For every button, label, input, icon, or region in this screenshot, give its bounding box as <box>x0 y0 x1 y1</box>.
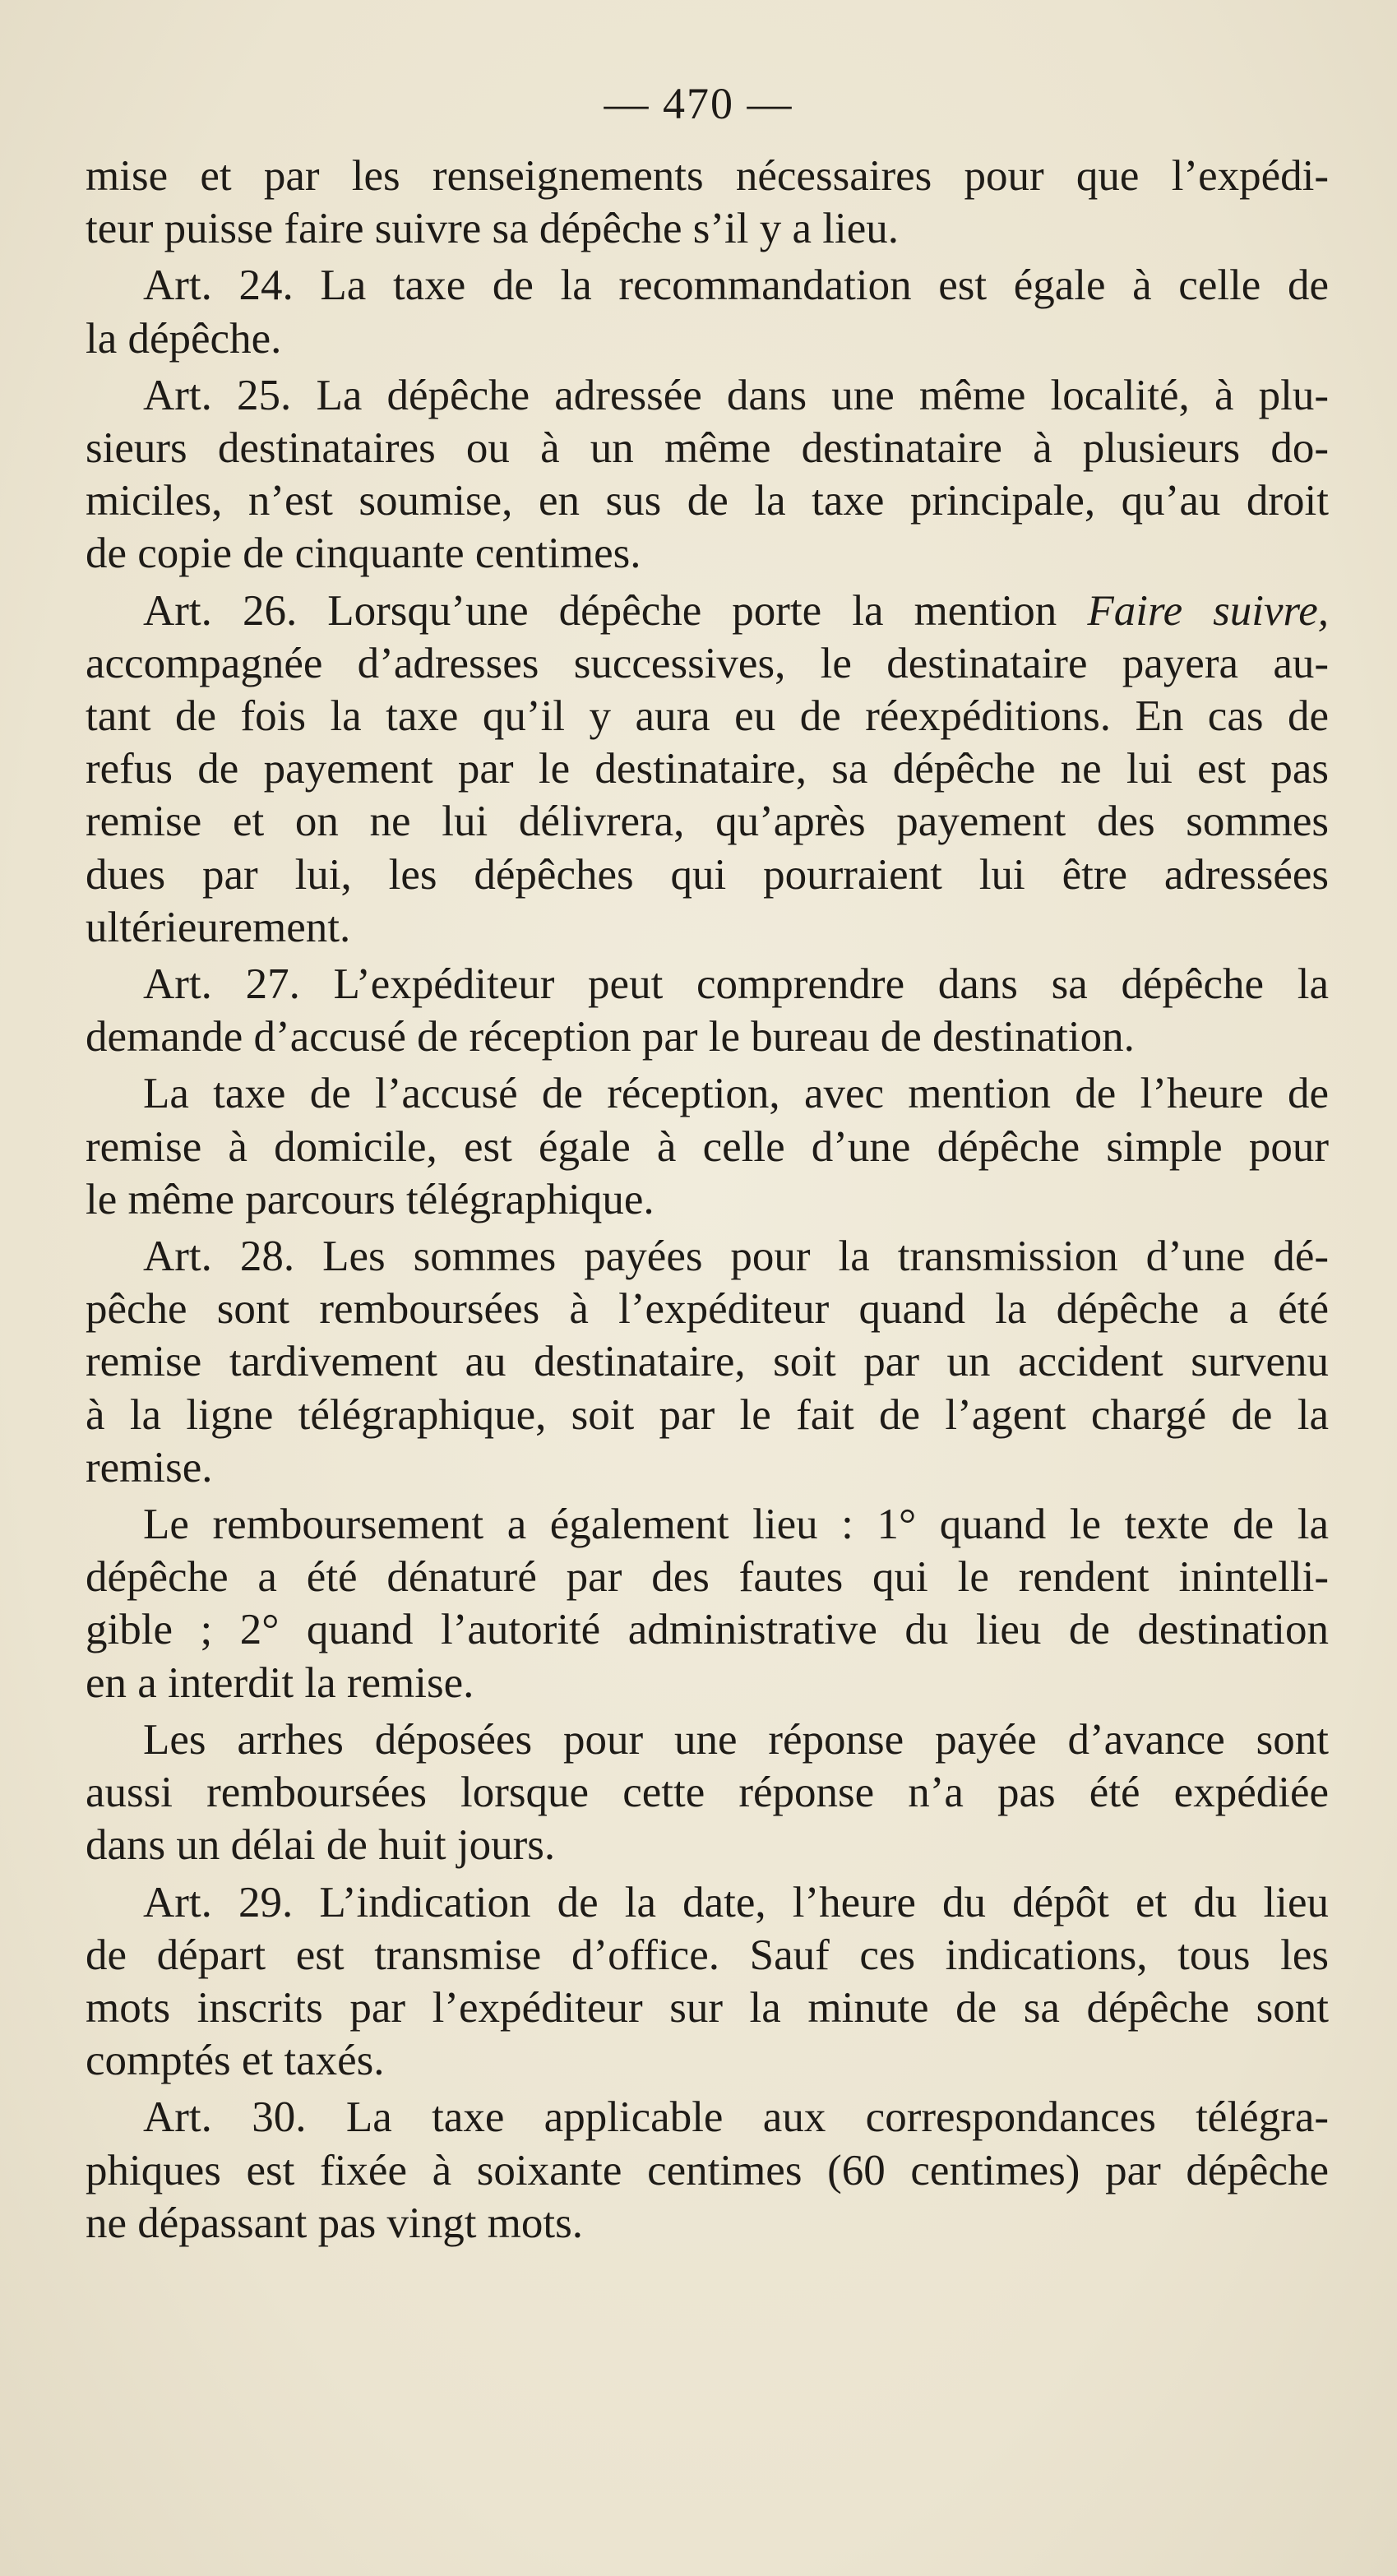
text-line: demande d’accusé de réception par le bureau de destination. <box>86 1013 1135 1061</box>
text-line: La taxe de l’accusé de réception, avec mention de l’heure de <box>143 1070 1329 1118</box>
text-line: accompagnée d’adresses successives, le destinataire payera au- <box>86 639 1329 687</box>
italic-mention: Faire suivre, <box>1087 586 1329 635</box>
text-line: aussi remboursées lorsque cette réponse n’a pas été expédiée <box>86 1769 1329 1817</box>
text-run: Art. 26. Lorsqu’une dépêche porte la mention <box>143 586 1088 635</box>
text-line: Art. 25. La dépêche adressée dans une même localité, à plu- <box>143 371 1329 419</box>
text-line: Art. 30. La taxe applicable aux correspondances télégra- <box>143 2093 1329 2142</box>
text-line: dans un délai de huit jours. <box>86 1821 556 1870</box>
paragraph-accuse-reception <box>86 1067 1329 1226</box>
text-line: Les arrhes déposées pour une réponse payée d’avance sont <box>143 1715 1329 1764</box>
paragraph-continuation <box>86 150 1329 255</box>
text-line: en a interdit la remise. <box>86 1658 474 1707</box>
text-line: mise et par les renseignements nécessaires pour que l’expédi- <box>86 152 1329 200</box>
text-line: le même parcours télégraphique. <box>86 1175 655 1223</box>
text-line: teur puisse faire suivre sa dépêche s’il y a lieu. <box>86 205 899 253</box>
paragraph-remboursement <box>86 1498 1329 1709</box>
text-line: ultérieurement. <box>86 903 351 951</box>
text-line: sieurs destinataires ou à un même destinataire à plusieurs do- <box>86 424 1329 473</box>
text-line-with-italic <box>86 585 1329 637</box>
text-line: dépêche a été dénaturé par des fautes qui le rendent inintelli- <box>86 1553 1329 1602</box>
text-line: gible ; 2° quand l’autorité administrative du lieu de destination <box>86 1606 1329 1654</box>
text-line: remise. <box>86 1443 213 1491</box>
text-line: de départ est transmise d’office. Sauf ces indications, tous les <box>86 1931 1329 1979</box>
paragraph-article-27 <box>86 958 1329 1063</box>
text-line: ne dépassant pas vingt mots. <box>86 2199 583 2247</box>
text-line: de copie de cinquante centimes. <box>86 530 641 578</box>
text-line: Art. 28. Les sommes payées pour la transmission d’une dé- <box>143 1233 1329 1281</box>
text-line: dues par lui, les dépêches qui pourraient lui être adressées <box>86 850 1329 899</box>
text-line: mots inscrits par l’expéditeur sur la minute de sa dépêche sont <box>86 1983 1329 2032</box>
paragraph-article-30 <box>86 2091 1329 2250</box>
text-line: refus de payement par le destinataire, sa dépêche ne lui est pas <box>86 745 1329 793</box>
text-line: Art. 29. L’indication de la date, l’heure du dépôt et du lieu <box>143 1878 1329 1926</box>
paragraph-arrhes <box>86 1713 1329 1872</box>
text-line: Art. 24. La taxe de la recommandation est égale à celle de <box>143 261 1329 310</box>
text-line: miciles, n’est soumise, en sus de la taxe principale, qu’au droit <box>86 477 1329 525</box>
text-line: la dépêche. <box>86 314 282 363</box>
paragraph-article-28 <box>86 1230 1329 1494</box>
paragraph-article-24 <box>86 259 1329 364</box>
text-line: pêche sont remboursées à l’expéditeur quand la dépêche a été <box>86 1285 1329 1334</box>
text-line: Le remboursement a également lieu : 1° quand le texte de la <box>143 1501 1329 1549</box>
paragraph-article-29 <box>86 1876 1329 2088</box>
text-line: remise et on ne lui délivrera, qu’après payement des sommes <box>86 798 1329 846</box>
paragraph-article-26 <box>86 585 1329 954</box>
paragraph-article-25 <box>86 369 1329 580</box>
text-line: remise tardivement au destinataire, soit par un accident survenu <box>86 1338 1329 1386</box>
text-line: remise à domicile, est égale à celle d’une dépêche simple pour <box>86 1122 1329 1171</box>
text-line: comptés et taxés. <box>86 2037 385 2085</box>
text-line: tant de fois la taxe qu’il y aura eu de réexpéditions. En cas de <box>86 692 1329 741</box>
body-text <box>86 150 1329 2254</box>
text-line: phiques est fixée à soixante centimes (60 centimes) par dépêche <box>86 2146 1329 2194</box>
page-number: — 470 — <box>604 79 793 128</box>
text-line: à la ligne télégraphique, soit par le fait de l’agent chargé de la <box>86 1390 1329 1439</box>
text-line: Art. 27. L’expéditeur peut comprendre dans sa dépêche la <box>143 960 1329 1009</box>
